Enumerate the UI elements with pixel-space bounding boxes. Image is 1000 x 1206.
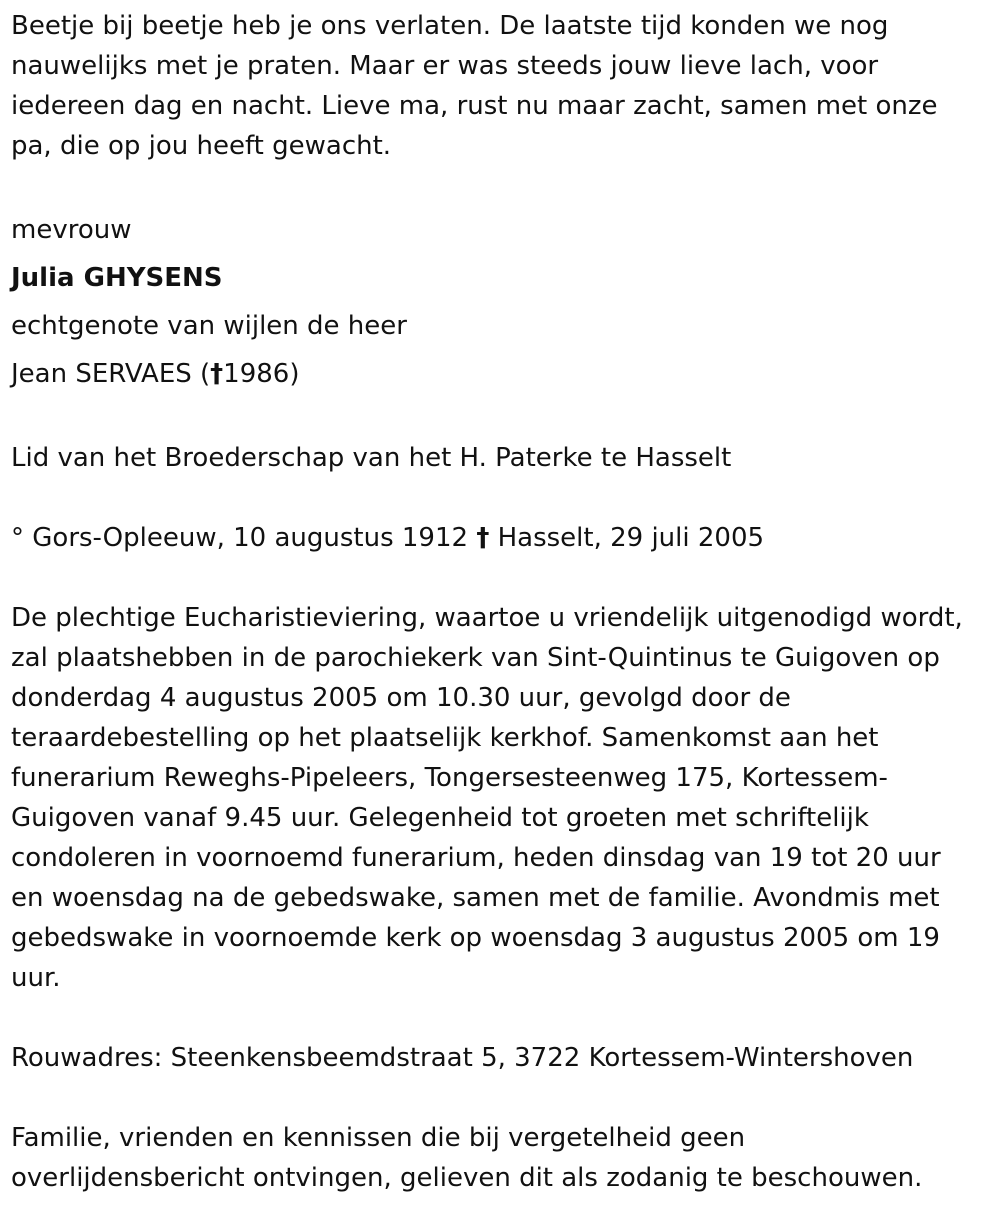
membership-text: Lid van het Broederschap van het H. Paterke te Hasselt xyxy=(11,443,732,473)
title-text: mevrouw xyxy=(11,215,132,245)
relation-text: echtgenote van wijlen de heer xyxy=(11,311,407,341)
intro-line: Beetje bij beetje heb je ons verlaten. De laatste tijd konden we nog xyxy=(11,11,889,41)
cross-icon: † xyxy=(210,359,224,389)
deceased-name: Julia GHYSENS xyxy=(11,263,223,293)
spouse-name: Jean SERVAES ( xyxy=(11,359,211,389)
spacer xyxy=(11,998,1000,1038)
ceremony-line: uur. xyxy=(11,963,61,993)
closing-line: Familie, vrienden en kennissen die bij vergetelheid geen xyxy=(11,1123,746,1153)
ceremony-line: De plechtige Eucharistieviering, waartoe u vriendelijk uitgenodigd wordt, xyxy=(11,603,963,633)
spouse-line xyxy=(11,350,1000,398)
spacer xyxy=(11,558,1000,598)
deceased-block xyxy=(11,206,1000,398)
closing-line: overlijdensbericht ontvingen, gelieven dit als zodanig te beschouwen. xyxy=(11,1163,923,1193)
birth-info: Gors-Opleeuw, 10 augustus 1912 xyxy=(32,523,469,553)
ceremony-line: teraardebestelling op het plaatselijk kerkhof. Samenkomst aan het xyxy=(11,723,879,753)
intro-line: iedereen dag en nacht. Lieve ma, rust nu maar zacht, samen met onze xyxy=(11,91,938,121)
ceremony-line: funerarium Reweghs-Pipeleers, Tongersesteenweg 175, Kortessem- xyxy=(11,763,888,793)
closing-paragraph xyxy=(11,1118,1000,1198)
birth-symbol: ° xyxy=(11,523,24,553)
spacer xyxy=(11,1078,1000,1118)
intro-poem xyxy=(11,6,1000,166)
ceremony-line: zal plaatshebben in de parochiekerk van Sint-Quintinus te Guigoven op xyxy=(11,643,940,673)
birth-death-line xyxy=(11,518,1000,558)
spacer xyxy=(11,478,1000,518)
ceremony-line: condoleren in voornoemd funerarium, heden dinsdag van 19 tot 20 uur xyxy=(11,843,941,873)
death-info: Hasselt, 29 juli 2005 xyxy=(497,523,765,553)
spacer xyxy=(11,398,1000,438)
cross-icon: † xyxy=(476,523,490,553)
ceremony-paragraph xyxy=(11,598,1000,998)
ceremony-line: Guigoven vanaf 9.45 uur. Gelegenheid tot groeten met schriftelijk xyxy=(11,803,869,833)
intro-line: pa, die op jou heeft gewacht. xyxy=(11,131,392,161)
intro-line: nauwelijks met je praten. Maar er was steeds jouw lieve lach, voor xyxy=(11,51,879,81)
ceremony-line: gebedswake in voornoemde kerk op woensdag 3 augustus 2005 om 19 xyxy=(11,923,940,953)
spouse-year: 1986) xyxy=(223,359,300,389)
ceremony-line: donderdag 4 augustus 2005 om 10.30 uur, gevolgd door de xyxy=(11,683,791,713)
mourning-address: Rouwadres: Steenkensbeemdstraat 5, 3722 Kortessem-Wintershoven xyxy=(11,1043,914,1073)
ceremony-line: en woensdag na de gebedswake, samen met de familie. Avondmis met xyxy=(11,883,940,913)
spacer xyxy=(11,166,1000,206)
